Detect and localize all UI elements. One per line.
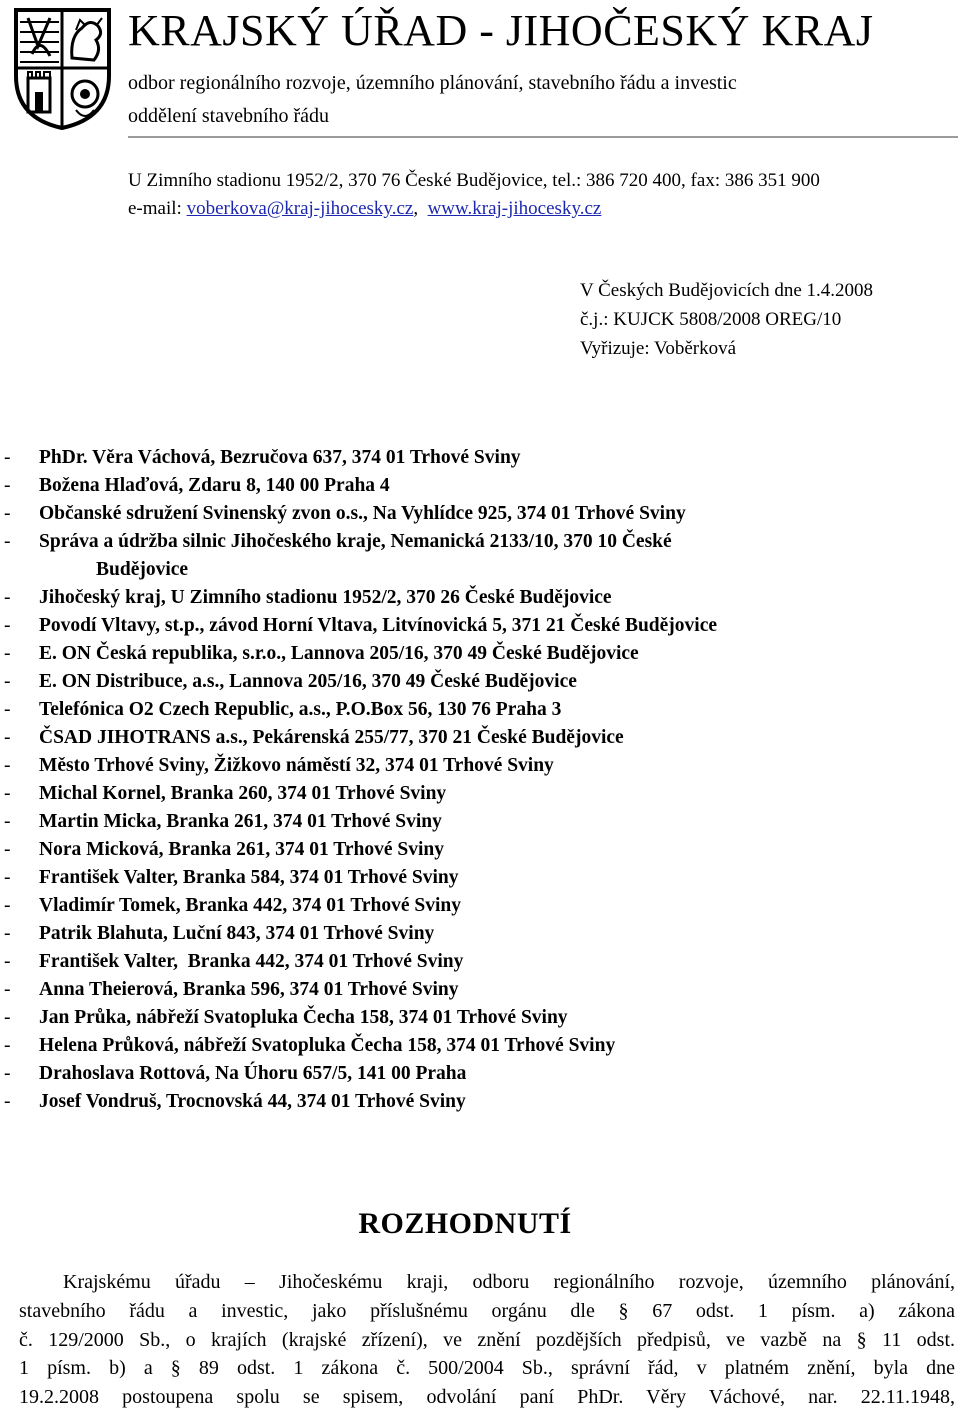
list-item: - E. ON Česká republika, s.r.o., Lannova 205/16, 370 49 České Budějovice <box>4 643 639 664</box>
list-item: - Helena Průková, nábřeží Svatopluka Čecha 158, 374 01 Trhové Sviny <box>4 1035 616 1056</box>
coat-of-arms-logo <box>10 6 115 131</box>
list-item: - Josef Vondruš, Trocnovská 44, 374 01 Trhové Sviny <box>4 1091 466 1112</box>
header-divider <box>128 136 958 138</box>
list-item: - E. ON Distribuce, a.s., Lannova 205/16, 370 49 České Budějovice <box>4 671 577 692</box>
list-item: - Michal Kornel, Branka 260, 374 01 Trhové Sviny <box>4 783 447 804</box>
list-item: - ČSAD JIHOTRANS a.s., Pekárenská 255/77, 370 21 České Budějovice <box>4 727 624 748</box>
recipient-list <box>0 444 960 1116</box>
paragraph-line: 1 písm. b) a § 89 odst. 1 zákona č. 500/2004 Sb., správní řád, v platném znění, byla dne <box>19 1357 955 1380</box>
paragraph-line: Krajskému úřadu – Jihočeskému kraji, odboru regionálního rozvoje, územního plánování, <box>63 1271 955 1293</box>
email-link[interactable]: voberkova@kraj-jihocesky.cz <box>186 198 414 219</box>
handler: Vyřizuje: Voběrková <box>580 338 737 359</box>
list-item: - Jan Průka, nábřeží Svatopluka Čecha 158, 374 01 Trhové Sviny <box>4 1007 568 1028</box>
paragraph-line: stavebního řádu a investic, jako příslušnému orgánu dle § 67 odst. 1 písm. a) zákona <box>19 1299 955 1322</box>
email-label: e-mail: <box>128 198 182 219</box>
website-link[interactable]: www.kraj-jihocesky.cz <box>427 198 602 219</box>
office-address: U Zimního stadionu 1952/2, 370 76 České Budějovice, tel.: 386 720 400, fax: 386 351 900 <box>128 170 820 191</box>
list-item: - Občanské sdružení Svinenský zvon o.s., Na Vyhlídce 925, 374 01 Trhové Sviny <box>4 503 686 524</box>
list-item: - Povodí Vltavy, st.p., závod Horní Vltava, Litvínovická 5, 371 21 České Budějovice <box>4 615 718 636</box>
list-item: - František Valter, Branka 584, 374 01 Trhové Sviny <box>4 867 459 888</box>
paragraph-line: č. 129/2000 Sb., o krajích (krajské zřízení), ve znění pozdějších předpisů, ve vazbě na § 11 odst. <box>19 1328 955 1351</box>
paragraph-line: 19.2.2008 postoupena spolu se spisem, odvolání paní PhDr. Věry Váchové, nar. 22.11.1948, <box>19 1386 955 1409</box>
list-item: - Jihočeský kraj, U Zimního stadionu 1952/2, 370 26 České Budějovice <box>4 587 612 608</box>
office-title: KRAJSKÝ ÚŘAD - JIHOČESKÝ KRAJ <box>128 6 874 55</box>
list-item: - Božena Hlaďová, Zdaru 8, 140 00 Praha 4 <box>4 475 390 496</box>
decision-paragraph <box>19 1268 955 1412</box>
list-item: - Anna Theierová, Branka 596, 374 01 Trhové Sviny <box>4 979 459 1000</box>
list-item: - Správa a údržba silnic Jihočeského kraje, Nemanická 2133/10, 370 10 České <box>4 531 672 552</box>
document-date: V Českých Budějovicích dne 1.4.2008 <box>580 280 874 301</box>
decision-heading: ROZHODNUTÍ <box>358 1207 572 1240</box>
list-item: - František Valter, Branka 442, 374 01 Trhové Sviny <box>4 951 464 972</box>
contact-line: e-mail: voberkova@kraj-jihocesky.cz, www.kraj-jihocesky.cz <box>128 198 602 219</box>
list-item: - Drahoslava Rottová, Na Úhoru 657/5, 141 00 Praha <box>4 1063 467 1084</box>
list-item: - Město Trhové Sviny, Žižkovo náměstí 32, 374 01 Trhové Sviny <box>4 755 554 776</box>
list-item: - PhDr. Věra Váchová, Bezručova 637, 374 01 Trhové Sviny <box>4 447 521 468</box>
list-item: - Patrik Blahuta, Luční 843, 374 01 Trhové Sviny <box>4 923 435 944</box>
department-line-2: oddělení stavebního řádu <box>128 105 330 127</box>
list-item-continuation: Budějovice <box>96 559 189 580</box>
reference-number: č.j.: KUJCK 5808/2008 OREG/10 <box>580 309 842 330</box>
department-line-1: odbor regionálního rozvoje, územního plánování, stavebního řádu a investic <box>128 72 737 94</box>
list-item: - Telefónica O2 Czech Republic, a.s., P.O.Box 56, 130 76 Praha 3 <box>4 699 562 720</box>
list-item: - Martin Micka, Branka 261, 374 01 Trhové Sviny <box>4 811 442 832</box>
list-item: - Nora Micková, Branka 261, 374 01 Trhové Sviny <box>4 839 445 860</box>
list-item: - Vladimír Tomek, Branka 442, 374 01 Trhové Sviny <box>4 895 462 916</box>
